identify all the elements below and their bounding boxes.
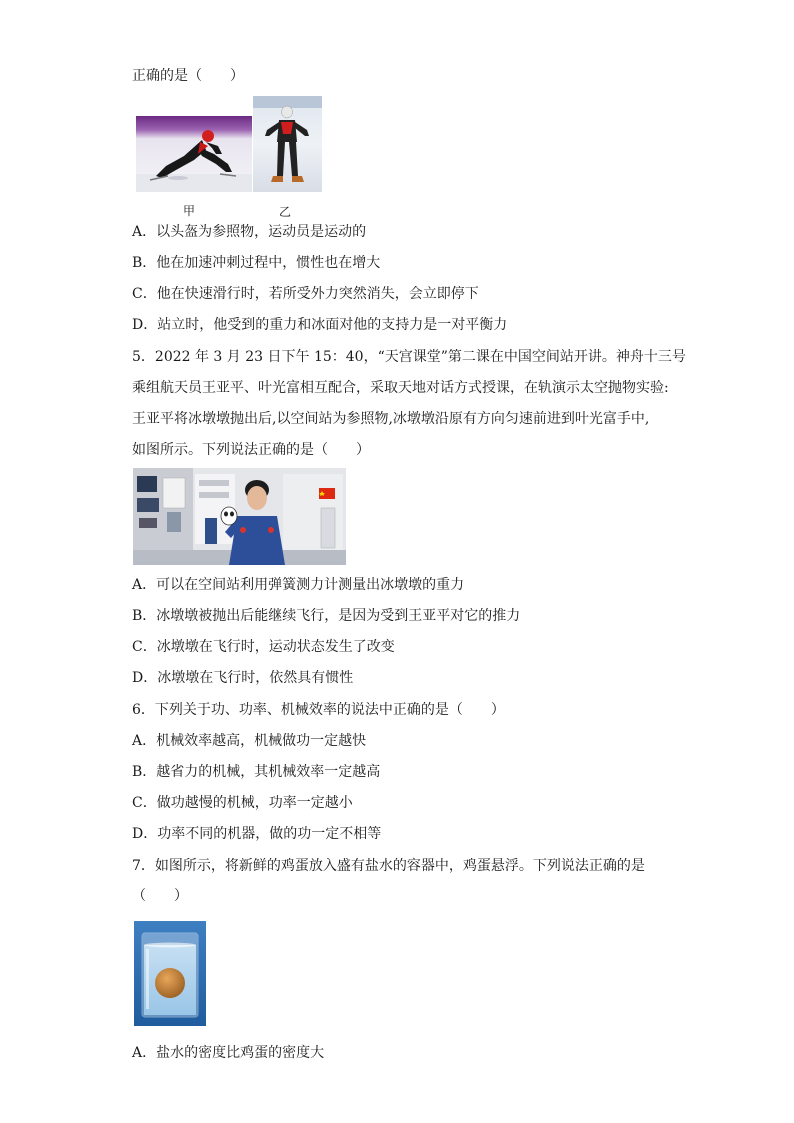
q6-option-c: C．做功越慢的机械，功率一定越小: [132, 795, 353, 811]
skater-figure: [136, 116, 252, 192]
q7-stem-line-1: 7．如图所示，将新鲜的鸡蛋放入盛有盐水的容器中，鸡蛋悬浮。下列说法正确的是: [132, 858, 645, 874]
caption-yi: 乙: [279, 205, 292, 219]
q6-option-d: D．功率不同的机器，做的功一定不相等: [132, 826, 382, 842]
q5-option-d: D．冰墩墩在飞行时，依然具有惯性: [132, 670, 354, 686]
q6-option-a: A．机械效率越高，机械做功一定越快: [132, 733, 367, 749]
egg-beaker-figure: [134, 921, 206, 1026]
q5-option-c: C．冰墩墩在飞行时，运动状态发生了改变: [132, 639, 395, 655]
q5-stem-line-3: 王亚平将冰墩墩抛出后,以空间站为参照物,冰墩墩沿原有方向匀速前进到叶光富手中,: [132, 411, 650, 427]
q4-option-a: A．以头盔为参照物，运动员是运动的: [132, 224, 367, 240]
q7-stem-line-2: （ ）: [132, 888, 188, 904]
q5-stem-line-2: 乘组航天员王亚平、叶光富相互配合，采取天地对话方式授课，在轨演示太空抛物实验:: [132, 380, 669, 396]
q5-stem-line-4: 如图所示。下列说法正确的是（ ）: [132, 442, 370, 458]
q7-option-a: A．盐水的密度比鸡蛋的密度大: [132, 1045, 325, 1061]
q6-option-b: B．越省力的机械，其机械效率一定越高: [132, 764, 381, 780]
caption-jia: 甲: [183, 204, 196, 218]
q4-option-d: D．站立时，他受到的重力和冰面对他的支持力是一对平衡力: [132, 317, 508, 333]
q5-option-b: B．冰墩墩被抛出后能继续飞行，是因为受到王亚平对它的推力: [132, 608, 521, 624]
q5-stem-line-1: 5．2022 年 3 月 23 日下午 15：40，“天宫课堂”第二课在中国空间站开讲。神舟十三号: [132, 349, 686, 365]
q6-stem: 6．下列关于功、功率、机械效率的说法中正确的是（ ）: [132, 702, 505, 718]
q5-option-a: A．可以在空间站利用弹簧测力计测量出冰墩墩的重力: [132, 577, 465, 593]
q4-option-c: C．他在快速滑行时，若所受外力突然消失，会立即停下: [132, 286, 479, 302]
space-station-figure: [133, 468, 346, 565]
q4-stem-tail: 正确的是（ ）: [132, 68, 244, 84]
q4-option-b: B．他在加速冲刺过程中，惯性也在增大: [132, 255, 381, 271]
standing-skater-figure: [253, 96, 322, 192]
